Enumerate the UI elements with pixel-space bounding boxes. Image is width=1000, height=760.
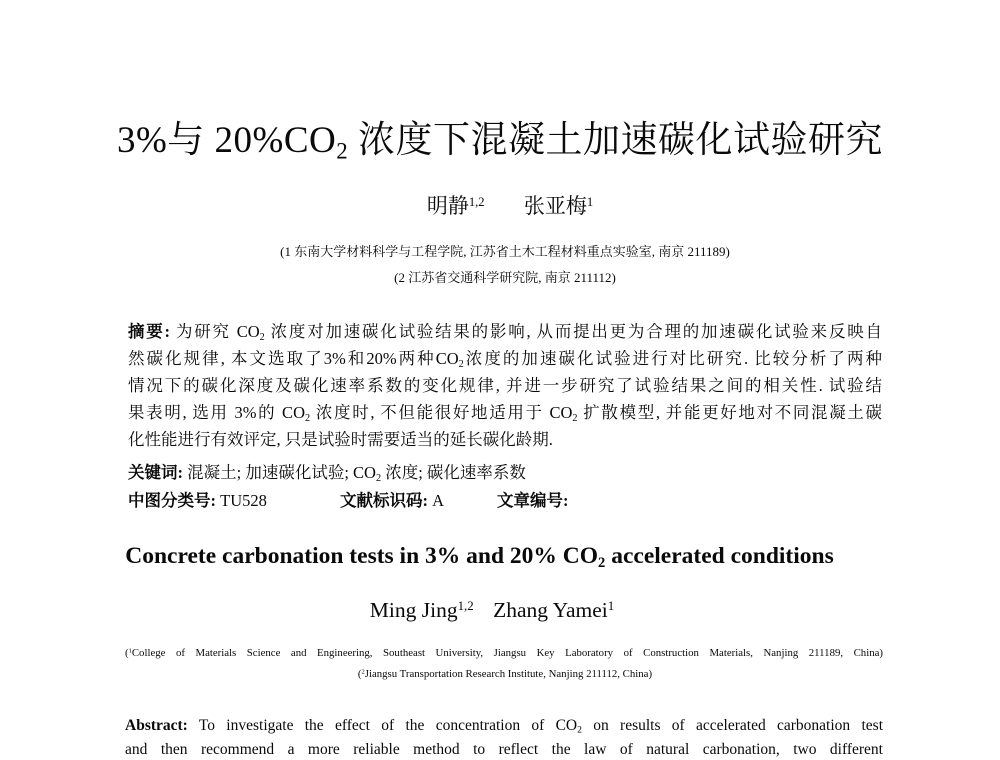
text-run: 然碳化规律, 本文选取了3%和20%两种CO [128,349,459,368]
affiliation-cn-1: (1 东南大学材料科学与工程学院, 江苏省土木工程材料重点实验室, 南京 211189) [280,244,730,259]
abstract-en-line [125,711,883,740]
paper-title-cn [0,117,1000,165]
author-affiliation-mark: 1 [607,598,615,613]
text-run: on results of accelerated carbonation test [581,717,883,734]
text-run: 果表明, 选用 3%的 CO [128,403,305,422]
abstract-cn-line [128,318,882,345]
text-run: 浓度; 碳化速率系数 [381,463,526,482]
text-run: 浓度下混凝土加速碳化试验研究 [348,120,883,161]
text-run: Jiangsu Transportation Research Institute, Nanjing 211112, China) [364,668,653,680]
abstract-cn-line [128,345,882,372]
author-affiliation-mark: 1,2 [457,598,474,613]
affiliation-en-2 [0,666,1000,682]
text-run: accelerated conditions [605,543,834,569]
document-code-value: A [428,491,445,510]
abstract-en-line [125,740,883,759]
text-run: 为研究 CO [170,322,260,341]
subscript: 2 [336,138,349,164]
keywords-cn-text [183,463,526,482]
author-name: 明静 [426,194,469,218]
keywords-cn [128,461,526,485]
clc-number [128,489,267,513]
keywords-cn-label: 关键词: [128,463,183,482]
text-run: 情况下的碳化深度及碳化速率系数的变化规律, 并进一步研究了试验结果之间的相关性. 试验结 [128,376,882,395]
abstract-cn-line [128,399,882,426]
superscript: 2 [361,668,365,676]
text-run: 扩散模型, 并能更好地对不同混凝土碳 [577,403,882,422]
authors-cn [10,191,1000,221]
abstract-cn-text [170,322,882,341]
subscript: 2 [458,358,464,370]
author-name: Zhang Yamei [493,598,608,622]
subscript: 2 [598,555,606,572]
text-run: Concrete carbonation tests in 3% and 20% CO [125,543,599,569]
text-run: To investigate the effect of the concentration of CO [187,717,578,734]
author-name: 张亚梅 [523,194,587,218]
author-en [370,598,474,622]
abstract-en-text [188,717,883,734]
text-run: and then recommend a more reliable method to reflect the law of natural carbonation, two different [125,741,883,758]
authors-en [300,595,684,625]
document-code [340,489,444,513]
text-run: 浓度的加速碳化试验进行对比研究. 比较分析了两种 [463,349,882,368]
superscript: 1 [128,647,132,655]
subscript: 2 [259,331,265,343]
text-run: 浓度对加速碳化试验结果的影响, 从而提出更为合理的加速碳化试验来反映自 [264,322,882,341]
author-affiliation-mark: 1 [586,195,594,210]
subscript: 2 [577,724,582,736]
abstract-cn-line [128,372,882,399]
author-name: Ming Jing [369,598,458,622]
article-number [497,489,569,513]
subscript: 2 [304,412,311,424]
abstract-cn-line [128,426,882,453]
abstract-en-label: Abstract: [125,717,188,734]
abstract-en [125,711,883,759]
affiliation-cn-2: (2 江苏省交通科学研究院, 南京 211112) [394,270,616,285]
text-run: 混凝土; 加速碳化试验; CO [183,463,376,482]
paper-title-en [91,539,868,573]
article-number-label: 文章编号: [497,491,569,510]
affiliation-en-1 [125,645,883,661]
text-run: ( [357,668,362,680]
author-cn [427,194,485,218]
document-code-label: 文献标识码: [340,491,428,510]
text-run: 化性能进行有效评定, 只是试验时需要适当的延长碳化龄期. [128,430,553,449]
text-run: College of Materials Science and Engineering, Southeast University, Jiangsu Key Laboratory of Construction Materials, Nanjing 211189, China) [131,647,883,659]
clc-value: TU528 [216,491,267,510]
text-run: ( [125,647,129,659]
author-en [493,598,614,622]
abstract-cn [128,318,882,453]
subscript: 2 [572,412,578,424]
subscript: 2 [375,472,382,484]
author-cn [524,194,593,218]
text-run: 浓度时, 不但能很好地适用于 CO [310,403,573,422]
clc-label: 中图分类号: [128,491,216,510]
text-run: 3%与 20%CO [116,120,337,161]
abstract-cn-label: 摘要: [128,322,171,341]
author-affiliation-mark: 1,2 [468,195,485,210]
